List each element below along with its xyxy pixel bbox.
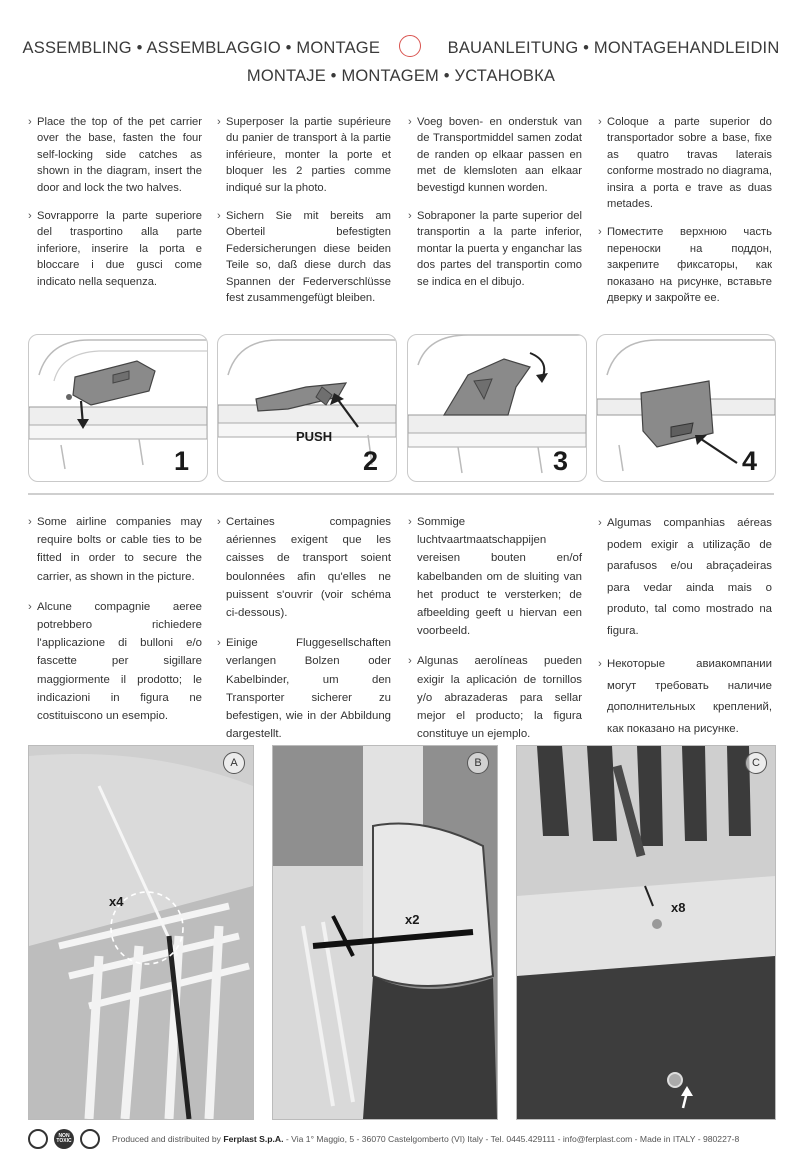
airline-para-en: › Some airline companies may require bolts or cable ties to be fitted in order to secure the carrier, as shown in the picture. [28, 513, 202, 586]
red-circle-icon [399, 35, 421, 57]
title-left: ASSEMBLING • ASSEMBLAGGIO • MONTAGE [22, 39, 381, 57]
step-diagram-1 [28, 334, 208, 482]
step-number: 3 [552, 446, 568, 476]
assembly-para-it: › Sovrapporre la parte superiore del trasportino alla parte inferiore, inserire la porta e bloccare i due gusci come indicato nella sequenza. [28, 208, 202, 290]
step-diagram-4 [596, 334, 776, 482]
section-divider [28, 493, 774, 495]
page-title-line-2: MONTAJE • MONTAGEM • УСТАНОВКА [246, 67, 556, 85]
assembly-para-es: › Sobraponer la parte superior del transportin a la parte inferior, montar la puerta y enganchar las dos partes del transportin como se indica en el dibujo. [408, 208, 582, 290]
airline-col-3 [408, 513, 582, 755]
no-harm-logo-icon: ✓ [80, 1129, 100, 1149]
quantity-label: x4 [109, 894, 124, 909]
airline-para-nl: › Sommige luchtvaartmaatschappijen vereisen bouten en/of kabelbanden om de sluiting van het product te versterken; de afbeelding geeft u hiervan een voorbeeld. [408, 513, 582, 640]
footer-text [112, 1134, 739, 1144]
photo-label: A [223, 752, 245, 774]
airline-col-2 [217, 513, 391, 755]
assembly-para-de: › Sichern Sie mit bereits am Oberteil befestigten Federsicherungen diese beiden Teile so, daß diese durch das Spannen der Federverschlüsse fest zusammengefügt bleiben. [217, 208, 391, 306]
carrier-door-cable-tie-photo [29, 746, 253, 1119]
step-number: 1 [173, 446, 189, 476]
carrier-bolt-photo [517, 746, 775, 1119]
title-right: BAUANLEITUNG • MONTAGEHANDLEIDIN [447, 39, 780, 57]
photo-label: C [745, 752, 767, 774]
step-number: 2 [362, 446, 378, 476]
assembly-para-en: › Place the top of the pet carrier over the base, fasten the four self-locking side catches as shown in the diagram, insert the door and lock the two halves. [28, 114, 202, 196]
airline-col-1 [28, 513, 202, 737]
push-label: PUSH [296, 429, 333, 444]
footer [28, 1128, 788, 1150]
step-diagram-3 [407, 334, 587, 482]
photo-label: B [467, 752, 489, 774]
quantity-label: x8 [671, 900, 686, 915]
footer-details: - Via 1° Maggio, 5 - 36070 Castelgomberto (VI) Italy - Tel. 0445.429111 - info@ferplast.com - Made in ITALY - 980227-8 [285, 1134, 740, 1144]
airline-para-ru: › Некоторые авиакомпании могут требовать наличие дополнительных креплений, как показано на рисунке. [598, 654, 772, 740]
photo-a-cable-ties [28, 745, 254, 1120]
footer-prefix: Produced and distribuited by [112, 1134, 221, 1144]
assembly-para-pt: › Coloque a parte superior do transportador sobre a base, fixe as quatro travas laterais conforme mostrado no diagrama, insira a porta e trave as duas metades. [598, 114, 772, 212]
step-diagram-2 [217, 334, 397, 482]
airline-para-it: › Alcune compagnie aeree potrebbero richiedere l'applicazione di bulloni e/o fascette per sigillare maggiormente il prodotto; le indicazioni in figura ne costituiscono un esempio. [28, 598, 202, 725]
footer-brand: Ferplast S.p.A. [223, 1134, 284, 1144]
assembly-col-3 [408, 114, 582, 302]
airline-para-fr: › Certaines compagnies aériennes exigent que les caisses de transport soient boulonnées afin qu'elles ne puissent s'ouvrir (voir schéma ci-dessous). [217, 513, 391, 622]
photo-c-bolts [516, 745, 776, 1120]
assembly-para-fr: › Superposer la partie supérieure du panier de transport à la partie inférieure, monter la porte et bloquer les 2 parties comme indiqué sur la photo. [217, 114, 391, 196]
photo-b-cable-tie-side [272, 745, 498, 1120]
non-toxic-logo: NON TOXIC [54, 1129, 74, 1149]
assembly-para-nl: › Voeg boven- en onderstuk van de Transportmiddel samen zodat de randen op elkaar passen en met de klemsloten aan elkaar bevestigd kunnen worden. [408, 114, 582, 196]
airline-para-pt: › Algumas companhias aéreas podem exigir a utilização de parafusos e/ou abraçadeiras para vedar ainda mais o produto, tal como mostrado na figura. [598, 513, 772, 642]
quantity-label: x2 [405, 912, 420, 927]
step-number: 4 [741, 446, 757, 476]
airline-para-es: › Algunas aerolíneas pueden exigir la aplicación de tornillos y/o abrazaderas para sellar mejor el producto; la figura constituye un ejemplo. [408, 652, 582, 743]
carrier-side-cable-tie-photo [273, 746, 497, 1119]
assembly-col-4 [598, 114, 772, 318]
assembly-col-1 [28, 114, 202, 302]
airline-para-de: › Einige Fluggesellschaften verlangen Bolzen oder Kabelbinder, um den Transporter sicherer zu befestigen, wie in der Abbildung dargestellt. [217, 634, 391, 743]
airline-col-4 [598, 513, 772, 752]
recycle-logo-icon: ♻ [28, 1129, 48, 1149]
assembly-para-ru: › Поместите верхнюю часть переноски на поддон, закрепите фиксаторы, как показано на рисунке, вставьте дверку и закройте ее. [598, 224, 772, 306]
page-title-line-1 [0, 35, 802, 58]
assembly-col-2 [217, 114, 391, 318]
